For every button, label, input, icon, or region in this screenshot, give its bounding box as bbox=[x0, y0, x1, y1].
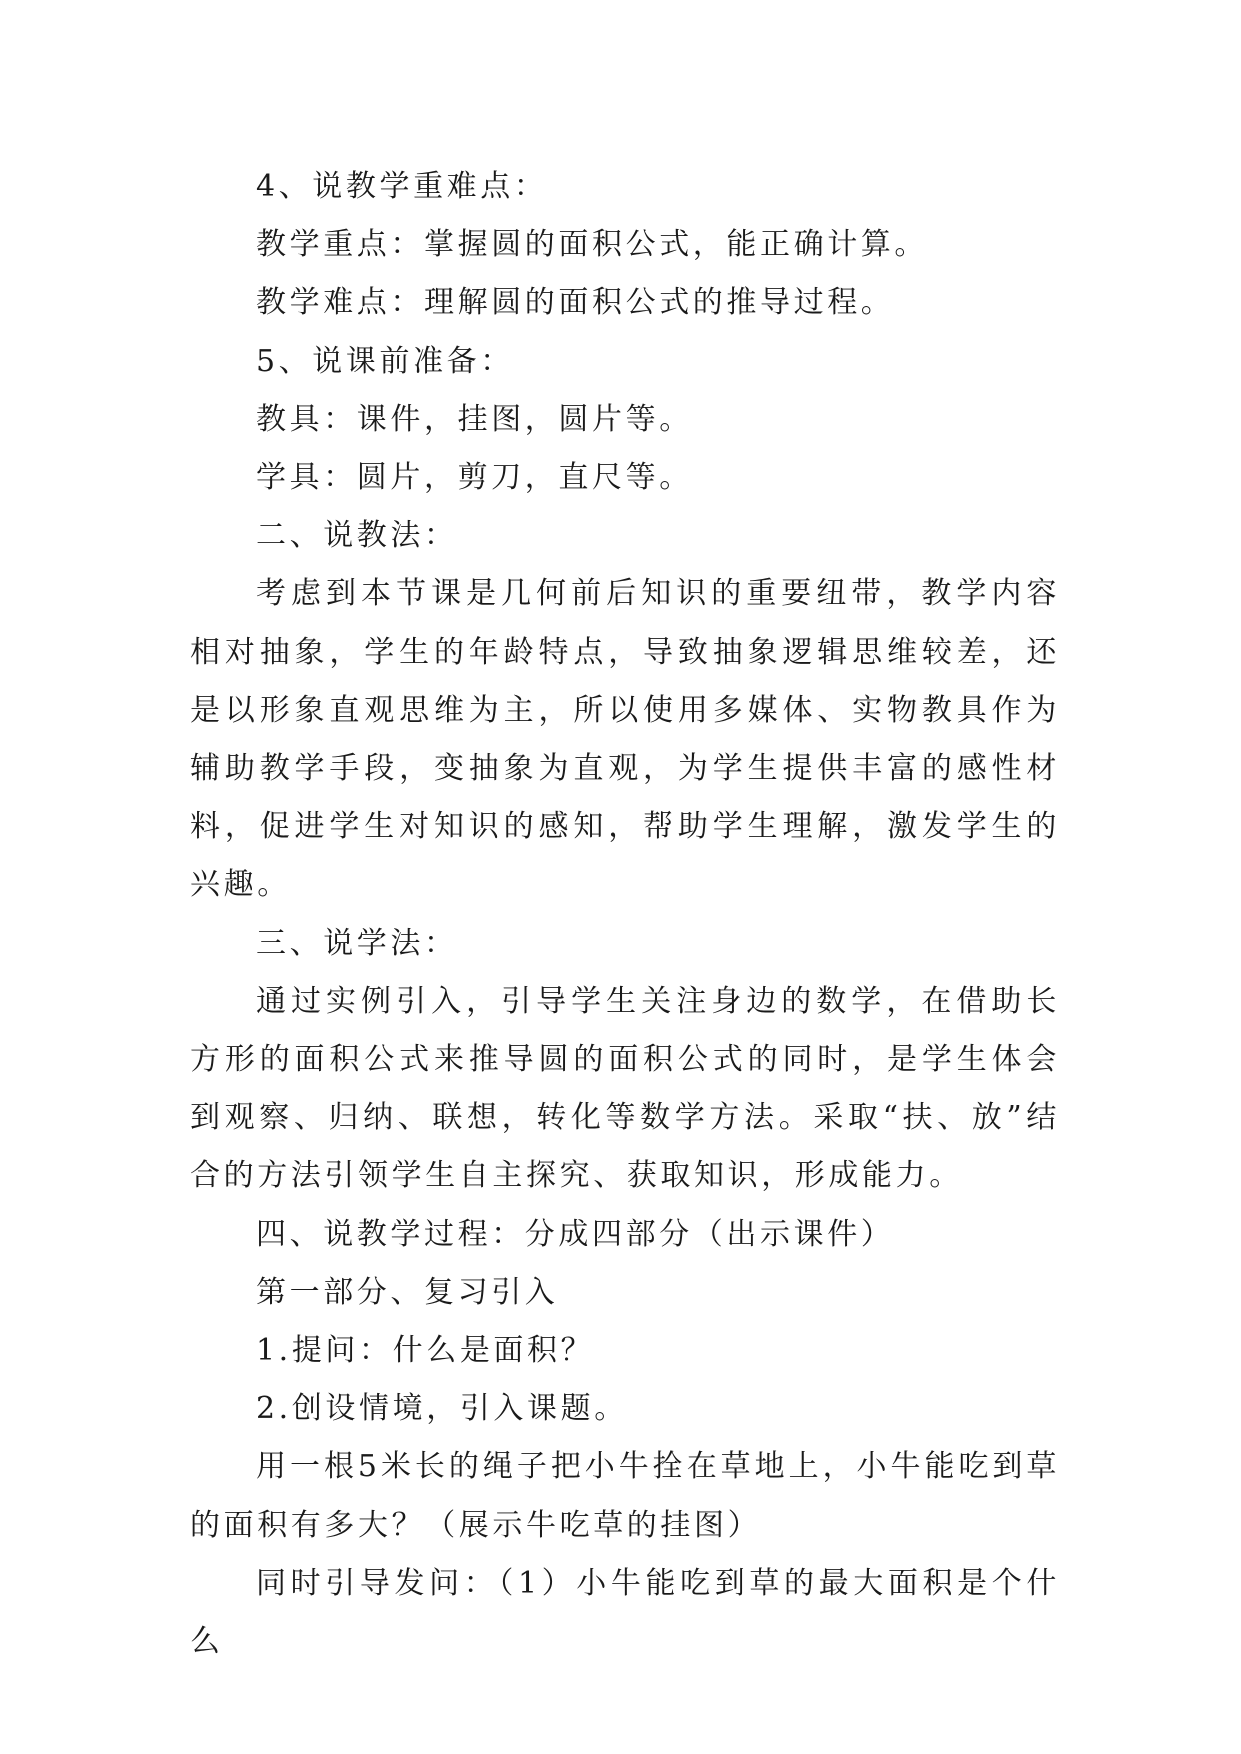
paragraph-difficult-points: 教学难点：理解圆的面积公式的推导过程。 bbox=[256, 285, 895, 321]
heading-preparation: 5、说课前准备： bbox=[256, 343, 514, 379]
paragraph-learning-method: 通过实例引入，引导学生关注身边的数学，在借助长方形的面积公式来推导圆的面积公式的同时，是学生体会到观察、归纳、联想，转化等数学方法。采取“扶、放”结合的方法引领学生自主探究、获取知识，形成能力。 bbox=[190, 983, 1060, 1194]
heading-part-one: 第一部分、复习引入 bbox=[256, 1274, 559, 1310]
heading-teaching-process: 四、说教学过程：分成四部分（出示课件） bbox=[256, 1216, 895, 1252]
paragraph-guiding-question: 同时引导发问：（1）小牛能吃到草的最大面积是个什么 bbox=[190, 1565, 1060, 1660]
paragraph-teaching-method: 考虑到本节课是几何前后知识的重要纽带，教学内容相对抽象，学生的年龄特点，导致抽象逻辑思维较差，还是以形象直观思维为主，所以使用多媒体、实物教具作为辅助教学手段，变抽象为直观，为学生提供丰富的感性材料，促进学生对知识的感知，帮助学生理解，激发学生的兴趣。 bbox=[190, 576, 1060, 903]
paragraph-learning-aids: 学具：圆片，剪刀，直尺等。 bbox=[256, 460, 693, 496]
list-item-question: 1.提问：什么是面积？ bbox=[256, 1333, 595, 1369]
paragraph-calf-rope: 用一根5米长的绳子把小牛拴在草地上，小牛能吃到草的面积有多大？（展示牛吃草的挂图） bbox=[190, 1449, 1060, 1543]
paragraph-key-points: 教学重点：掌握圆的面积公式，能正确计算。 bbox=[256, 227, 928, 263]
heading-teaching-method: 二、说教法： bbox=[256, 518, 458, 554]
list-item-scenario: 2.创设情境，引入课题。 bbox=[256, 1391, 628, 1427]
heading-key-difficult-points: 4、说教学重难点： bbox=[256, 169, 548, 204]
document-body bbox=[190, 158, 1060, 1671]
paragraph-teaching-aids: 教具：课件，挂图，圆片等。 bbox=[256, 401, 693, 437]
heading-learning-method: 三、说学法： bbox=[256, 925, 458, 961]
